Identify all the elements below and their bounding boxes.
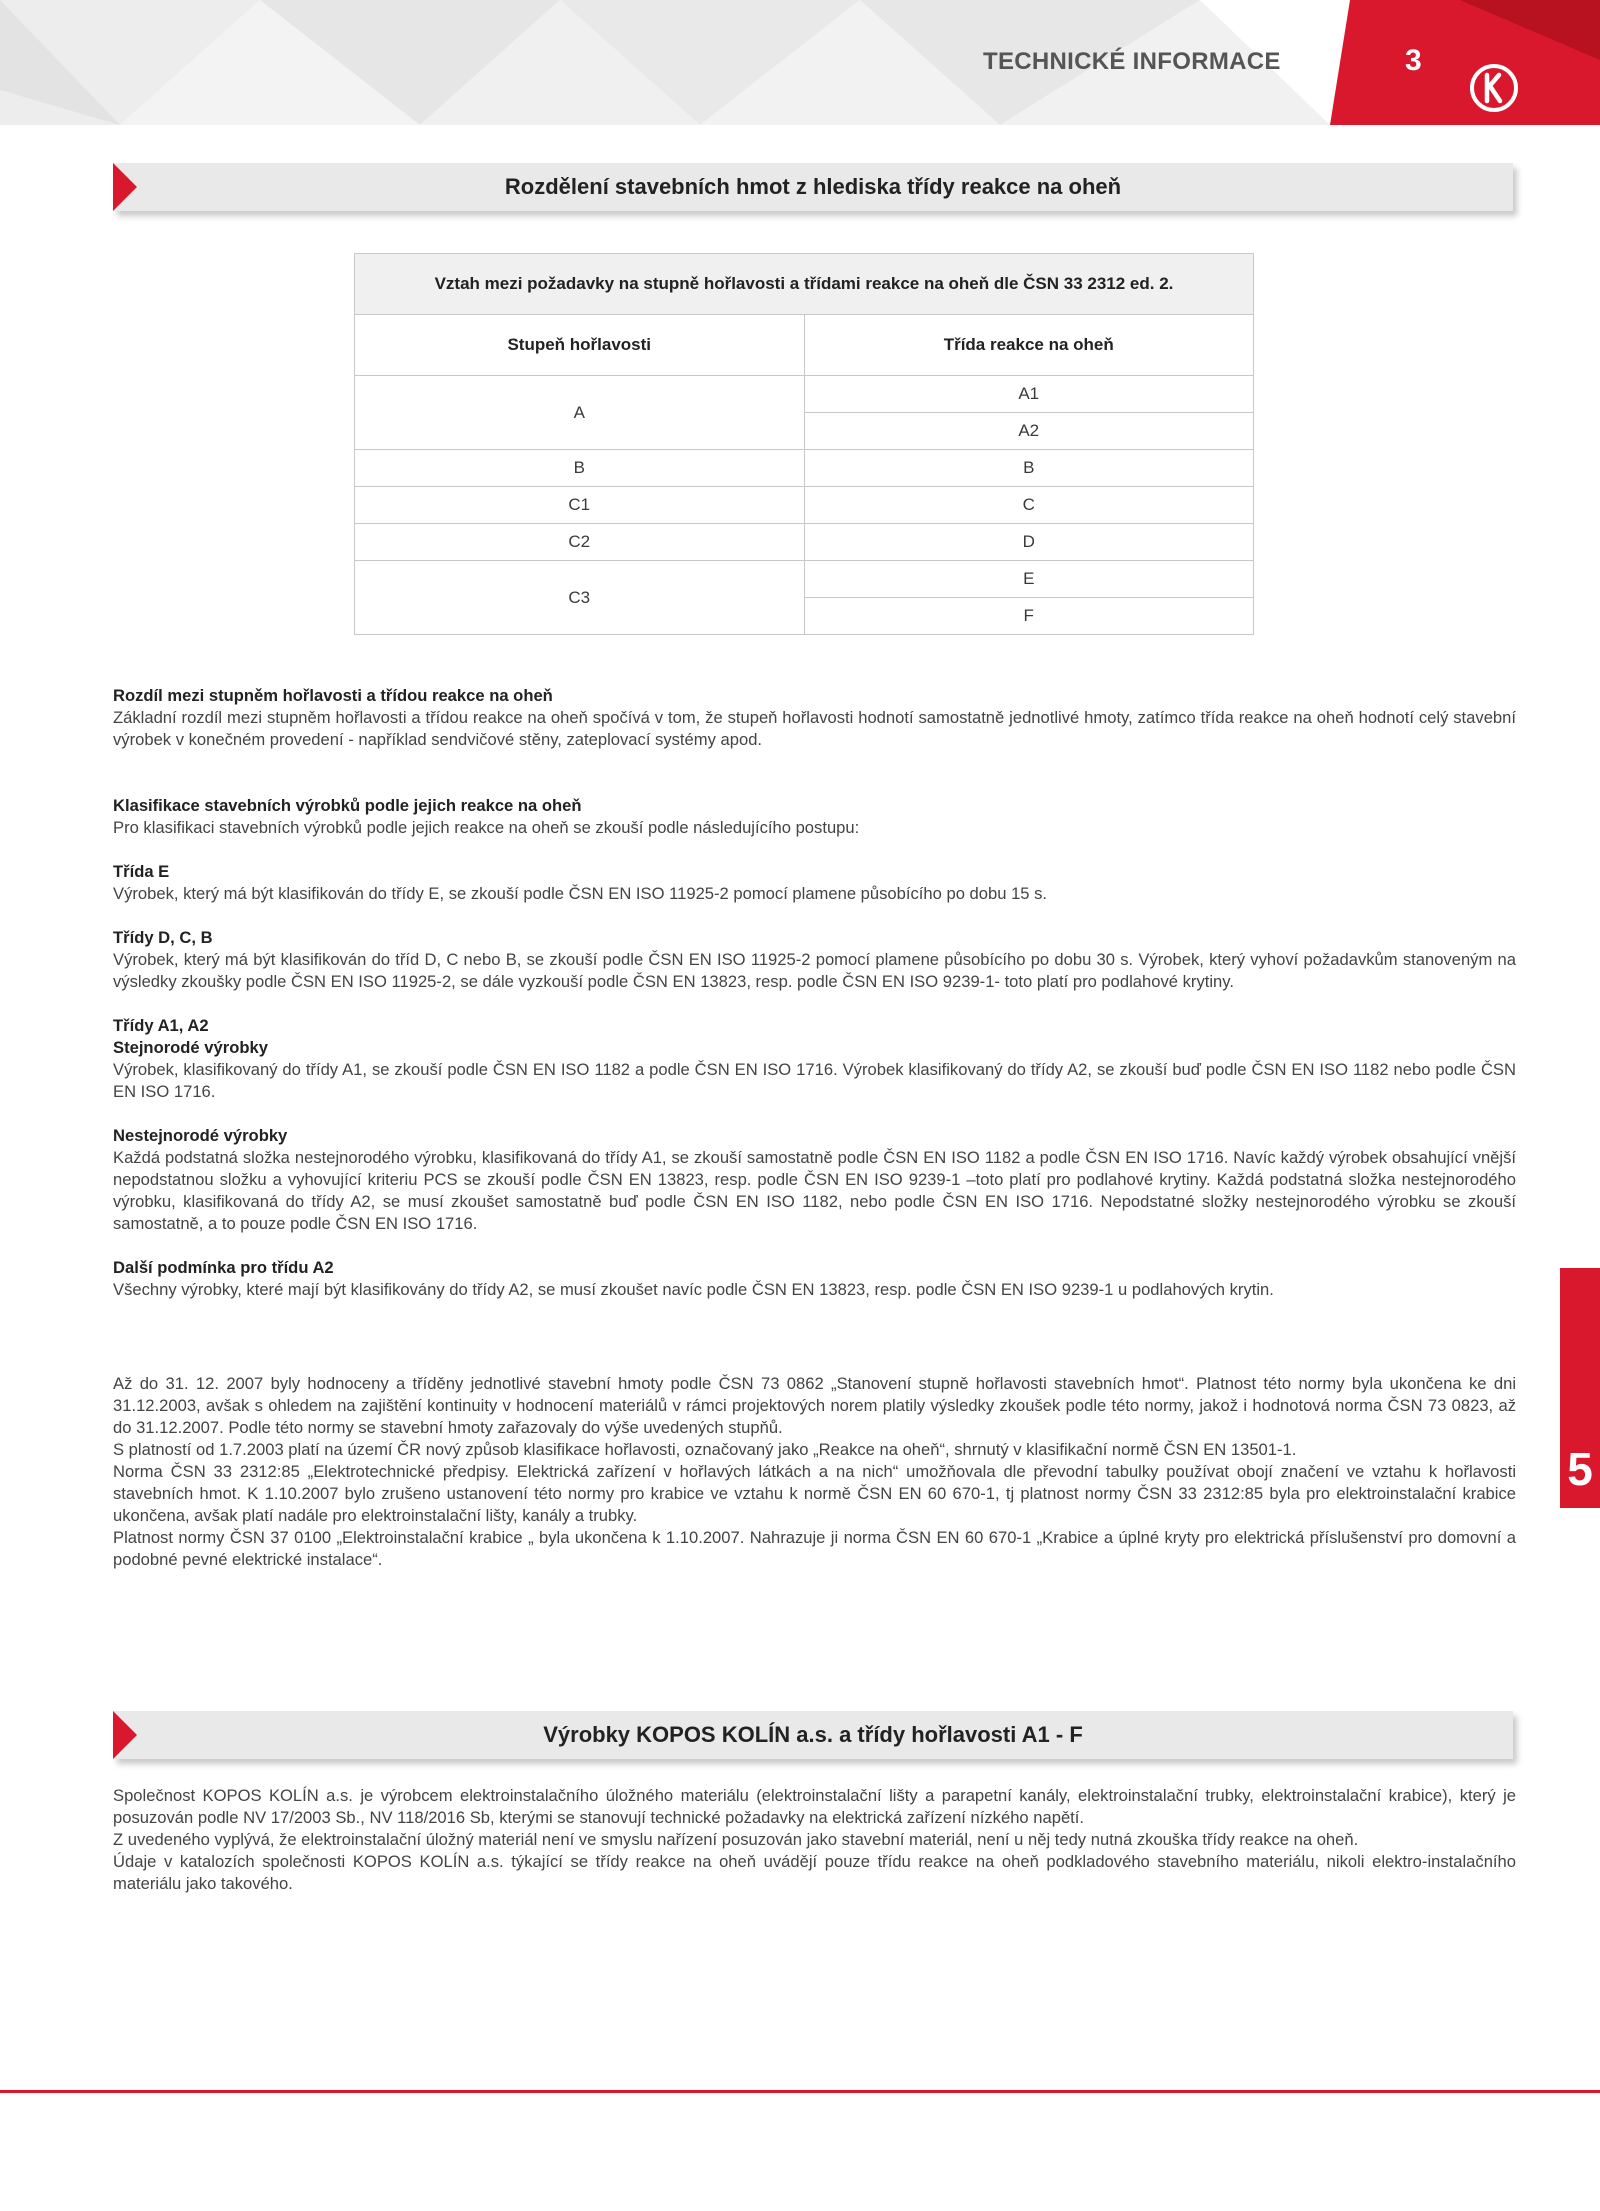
paragraph: Všechny výrobky, které mají být klasifikovány do třídy A2, se musí zkoušet navíc podle ČSN EN 13823, resp. podle ČSN EN ISO 9239-1 u podlahových krytin. bbox=[113, 1280, 1274, 1299]
header-title: TECHNICKÉ INFORMACE bbox=[983, 48, 1281, 75]
table-row bbox=[355, 487, 1254, 524]
paragraph: Každá podstatná složka nestejnorodého výrobku, klasifikovaná do třídy A1, se zkouší samostatně podle ČSN EN ISO 1182 a podle ČSN EN ISO 1716. Navíc každý výrobek obsahující vnější nepodstatnou složku a vyhovující kriteriu PCS se zkouší podle ČSN EN 13823, resp. podle ČSN EN ISO 9239-1 –toto platí pro podlahové krytiny. Každá podstatná složka nestejnorodého výrobku, klasifikovaná do třídy A2, se musí zkoušet samostatně buď podle ČSN EN ISO 1182, nebo podle ČSN EN ISO 1716. Nepodstatné složky nestejnorodého výrobku se zkouší samostatně, a to pouze podle ČSN EN ISO 1716. bbox=[113, 1148, 1516, 1233]
history-text bbox=[113, 1373, 1516, 1571]
table-cell: E bbox=[804, 561, 1254, 598]
chapter-tab bbox=[1560, 1268, 1600, 1508]
paragraph: Výrobek, který má být klasifikován do třídy E, se zkouší podle ČSN EN ISO 11925-2 pomocí plamene působícího po dobu 15 s. bbox=[113, 884, 1048, 903]
table-cell: A2 bbox=[804, 413, 1254, 450]
table-cell: B bbox=[355, 450, 805, 487]
paragraph: Až do 31. 12. 2007 byly hodnoceny a tříděny jednotlivé stavební hmoty podle ČSN 73 0862 „Stanovení stupně hořlavosti stavebních hmot“. Platnost této normy byla ukončena ke dni 31.12.2003, avšak s ohledem na zajištění kontinuity v hodnocení materiálů v rámci projektových norem platily výsledky zkoušek podle této normy, jakož i hodnotová norma ČSN 73 0823, až do 31.12.2007. Podle této normy se stavební hmoty zařazovaly do výše uvedených stupňů. bbox=[113, 1374, 1516, 1437]
table-cell: C3 bbox=[355, 561, 805, 635]
paragraph: Norma ČSN 33 2312:85 „Elektrotechnické předpisy. Elektrická zařízení v hořlavých látkách a na nich“ umožňovala dle převodní tabulky používat obojí značení ve vztahu k hořlavosti stavebních hmot. K 1.10.2007 bylo zrušeno ustanovení této normy pro krabice ve vztahu k normě ČSN EN 60 670-1, tj platnost normy ČSN 33 2312:85 byla pro elektroinstalační krabice ukončena, avšak platí nadále pro elektroinstalační lišty, kanály a trubky. bbox=[113, 1462, 1516, 1525]
paragraph-heading: Rozdíl mezi stupněm hořlavosti a třídou reakce na oheň bbox=[113, 686, 553, 705]
table-row bbox=[355, 376, 1254, 413]
paragraph: S platností od 1.7.2003 platí na území ČR nový způsob klasifikace hořlavosti, označovaný jako „Reakce na oheň“, shrnutý v klasifikační normě ČSN EN 13501-1. bbox=[113, 1440, 1297, 1459]
table-row bbox=[355, 561, 1254, 598]
paragraph-heading: Třída E bbox=[113, 862, 170, 881]
column-header-degree: Stupeň hořlavosti bbox=[355, 315, 805, 376]
paragraph-heading: Třídy A1, A2 bbox=[113, 1016, 209, 1035]
table-row bbox=[355, 524, 1254, 561]
paragraph: Pro klasifikaci stavebních výrobků podle jejich reakce na oheň se zkouší podle následujícího postupu: bbox=[113, 818, 860, 837]
paragraph: Platnost normy ČSN 37 0100 „Elektroinstalační krabice „ byla ukončena k 1.10.2007. Nahrazuje ji norma ČSN EN 60 670-1 „Krabice a úplné kryty pro elektrická příslušenství pro domovní a podobné pevné elektrické instalace“. bbox=[113, 1528, 1516, 1569]
classification-text bbox=[113, 685, 1516, 1301]
kopos-text bbox=[113, 1785, 1516, 1895]
table-cell: C1 bbox=[355, 487, 805, 524]
paragraph: Z uvedeného vyplývá, že elektroinstalační úložný materiál není ve smyslu nařízení posuzován jako stavební materiál, není u něj tedy nutná zkouška třídy reakce na oheň. bbox=[113, 1830, 1359, 1849]
table-cell: A1 bbox=[804, 376, 1254, 413]
paragraph-heading: Další podmínka pro třídu A2 bbox=[113, 1258, 334, 1277]
kopos-logo-icon bbox=[1468, 62, 1520, 114]
section-title: Výrobky KOPOS KOLÍN a.s. a třídy hořlavosti A1 - F bbox=[543, 1722, 1083, 1747]
section-title: Rozdělení stavebních hmot z hlediska třídy reakce na oheň bbox=[504, 174, 1122, 199]
paragraph: Údaje v katalozích společnosti KOPOS KOLÍN a.s. týkající se třídy reakce na oheň uvádějí pouze třídu reakce na oheň podkladového stavebního materiálu, nikoli elektro-instalačního materiálu jako takového. bbox=[113, 1852, 1516, 1893]
footer-divider bbox=[0, 2090, 1600, 2093]
table-cell: C bbox=[804, 487, 1254, 524]
paragraph: Společnost KOPOS KOLÍN a.s. je výrobcem elektroinstalačního úložného materiálu (elektroinstalační lišty a parapetní kanály, elektroinstalační trubky, elektroinstalační krabice), který je posuzován podle NV 17/2003 Sb., NV 118/2016 Sb, kterými se stanovují technické požadavky na elektrická zařízení nízkého napětí. bbox=[113, 1786, 1516, 1827]
table-row bbox=[355, 450, 1254, 487]
table-caption: Vztah mezi požadavky na stupně hořlavosti a třídami reakce na oheň dle ČSN 33 2312 ed. 2. bbox=[355, 254, 1254, 315]
table-cell: A bbox=[355, 376, 805, 450]
paragraph-heading: Klasifikace stavebních výrobků podle jejich reakce na oheň bbox=[113, 796, 582, 815]
header-background bbox=[0, 0, 1600, 125]
paragraph: Základní rozdíl mezi stupněm hořlavosti a třídou reakce na oheň spočívá v tom, že stupeň hořlavosti hodnotí samostatně jednotlivé hmoty, zatímco třída reakce na oheň hodnotí celý stavební výrobek v konečném provedení - například sendvičové stěny, zateplovací systémy apod. bbox=[113, 708, 1516, 749]
paragraph: Výrobek, klasifikovaný do třídy A1, se zkouší podle ČSN EN ISO 1182 a podle ČSN EN ISO 1716. Výrobek klasifikovaný do třídy A2, se zkouší buď podle ČSN EN ISO 1182 nebo podle ČSN EN ISO 1716. bbox=[113, 1060, 1516, 1101]
chapter-number: 5 bbox=[1567, 1443, 1593, 1495]
table-cell: D bbox=[804, 524, 1254, 561]
table-cell: B bbox=[804, 450, 1254, 487]
paragraph-subheading: Stejnorodé výrobky bbox=[113, 1038, 268, 1057]
paragraph-heading: Třídy D, C, B bbox=[113, 928, 213, 947]
table-cell: C2 bbox=[355, 524, 805, 561]
table-cell: F bbox=[804, 598, 1254, 635]
paragraph-heading: Nestejnorodé výrobky bbox=[113, 1126, 288, 1145]
section-header-kopos-products bbox=[113, 1711, 1513, 1759]
paragraph: Výrobek, který má být klasifikován do tříd D, C nebo B, se zkouší podle ČSN EN ISO 11925-2 pomocí plamene působícího po dobu 30 s. Výrobek, který vyhoví požadavkům stanoveným na výsledky zkoušky podle ČSN EN ISO 11925-2, se dále vyzkouší podle ČSN EN 13823, resp. podle ČSN EN ISO 9239-1- toto platí pro podlahové krytiny. bbox=[113, 950, 1516, 991]
page-number: 3 bbox=[1405, 44, 1422, 77]
column-header-class: Třída reakce na oheň bbox=[804, 315, 1254, 376]
section-header-fire-classes bbox=[113, 163, 1513, 211]
flammability-table bbox=[354, 253, 1254, 635]
